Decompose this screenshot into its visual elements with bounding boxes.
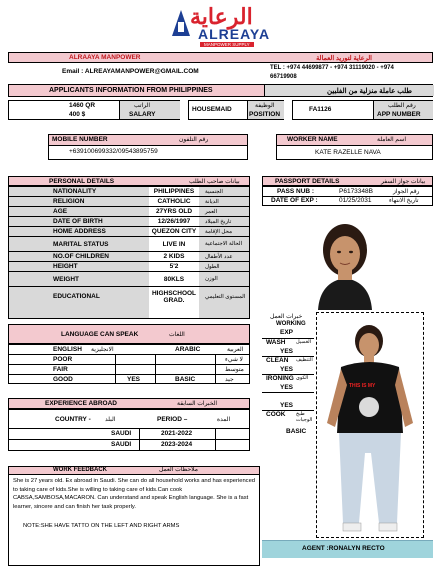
position-label: POSITION — [249, 111, 281, 118]
language-level-ar: جيد — [225, 377, 234, 383]
worker-full-photo — [316, 312, 424, 538]
app-number-ar: رقم الطلب — [388, 103, 416, 109]
personal-row-value: PHILIPPINES — [153, 188, 195, 195]
skill-row — [262, 338, 314, 356]
language-row — [9, 365, 249, 375]
personal-row-ar: الحالة الاجتماعية — [205, 241, 243, 247]
skill-ar: طبخ الوجبات — [296, 411, 313, 423]
personal-row-value: QUEZON CITY — [151, 228, 197, 235]
skill-ar: الكوي — [296, 375, 309, 381]
position-box — [188, 100, 284, 120]
language-level: FAIR — [53, 366, 68, 373]
language-table — [8, 344, 250, 384]
personal-row-ar: الديانة — [205, 198, 219, 205]
skill-label: CLEAN — [266, 357, 289, 364]
personal-row-label: RELIGION — [53, 198, 85, 205]
personal-row — [9, 217, 249, 227]
passport-table — [262, 186, 433, 206]
salary-box — [8, 100, 180, 120]
email-text: Email : ALREAYAMANPOWER@GMAIL.COM — [62, 68, 199, 75]
country-label: COUNTRY - — [55, 416, 91, 423]
personal-row-label: NO.OF CHILDREN — [53, 253, 109, 260]
personal-row — [9, 197, 249, 207]
logo-tagline: MANPOWER SUPPLY — [200, 42, 254, 47]
skill-value: YES — [280, 402, 294, 409]
shirt-print-text: THIS IS MY — [349, 383, 376, 389]
mobile-value: +639100699332/09543895759 — [69, 148, 158, 155]
personal-row-label: DATE OF BIRTH — [53, 218, 103, 225]
language-level-ar: لا شيء — [225, 357, 243, 363]
skill-label: COOK — [266, 411, 286, 418]
skill-value: YES — [280, 348, 294, 355]
period-label-ar: المدة — [217, 417, 231, 423]
app-number-box — [292, 100, 433, 120]
experience-row — [9, 429, 249, 440]
passport-expiry-label: DATE OF EXP : — [271, 197, 318, 204]
personal-row-ar: الطول — [205, 263, 220, 270]
skill-value: YES — [280, 384, 294, 391]
arabic-label: ARABIC — [175, 346, 201, 353]
skills-top-label: WORKING — [276, 321, 306, 327]
experience-period: 2023-2024 — [161, 441, 193, 448]
logo-latin: ALREAYA — [198, 26, 271, 42]
personal-row — [9, 262, 249, 272]
skills-title-ar: خبرات العمل — [270, 314, 303, 320]
personal-row-label: WEIGHT — [53, 275, 79, 283]
personal-row-label: HEIGHT — [53, 263, 78, 270]
applicants-banner — [8, 84, 433, 97]
language-header — [8, 324, 250, 344]
remarks-box — [8, 466, 260, 566]
personal-details-table — [8, 186, 250, 319]
personal-row-value: LIVE IN — [162, 240, 186, 248]
remarks-title-ar: ملاحظات العمل — [159, 467, 198, 473]
personal-row-ar: المستوى التعليمي — [205, 293, 246, 300]
language-level: GOOD — [53, 376, 73, 383]
salary-label: SALARY — [129, 111, 156, 118]
passport-expiry-value: 01/25/2031 — [339, 197, 372, 204]
arabic-label-ar: العربية — [227, 347, 244, 353]
skill-value: BASIC — [286, 428, 307, 435]
skill-row — [262, 356, 314, 374]
salary-qr: 1460 QR — [69, 102, 96, 109]
arabic-mark: BASIC — [175, 376, 196, 383]
app-number-value: FA1126 — [309, 106, 332, 113]
personal-row-label: NATIONALITY — [53, 188, 97, 195]
english-label: ENGLISH — [53, 346, 82, 353]
logo-arabic: الرعاية — [190, 4, 253, 29]
personal-row-label: EDUCATIONAL — [53, 293, 100, 300]
personal-row-ar: الجنسية — [205, 188, 223, 195]
passport-expiry-ar: تاريخ الانتهاء — [389, 198, 419, 204]
language-row — [9, 375, 249, 385]
mobile-box — [48, 134, 248, 160]
personal-row-ar: الوزن — [205, 276, 218, 282]
skill-value: YES — [280, 366, 294, 373]
personal-row-label: MARITAL STATUS — [53, 240, 109, 248]
language-row — [9, 355, 249, 365]
experience-title-ar: الخبرات السابقة — [177, 401, 218, 407]
personal-row-value: 5'2 — [169, 263, 179, 270]
company-name-en: ALRAAYA MANPOWER — [69, 54, 141, 61]
experience-country: SAUDI — [111, 430, 132, 437]
skill-row — [262, 410, 314, 436]
experience-title: EXPERIENCE ABROAD — [45, 400, 117, 407]
personal-row-label: AGE — [53, 208, 68, 215]
agent-label: AGENT :RONALYN RECTO — [302, 545, 385, 552]
company-header-bar — [8, 52, 433, 63]
personal-row-ar: تاريخ الميلاد — [205, 218, 232, 225]
worker-name-label: WORKER NAME — [287, 136, 338, 143]
company-name-ar: الرعاية لتوريد العمالة — [316, 55, 372, 62]
experience-row — [9, 440, 249, 451]
applicants-banner-ar: طلب عاملة منزلية من الفلبين — [327, 88, 412, 95]
app-number-label: APP NUMBER — [377, 111, 421, 118]
skill-ar: الغسيل — [296, 339, 312, 345]
mobile-label: MOBILE NUMBER — [52, 136, 108, 143]
language-level: POOR — [53, 356, 73, 363]
skill-label: IRONING — [266, 375, 294, 382]
skills-exp-label: EXP — [280, 329, 294, 336]
personal-row — [9, 237, 249, 252]
position-value: HOUSEMAID — [192, 106, 232, 113]
personal-row-value: 2 KIDS — [163, 253, 185, 260]
skill-ar: التنظيف — [296, 357, 313, 363]
personal-row-value: 12/26/1997 — [157, 218, 191, 225]
personal-details-title-ar: بيانات صاحب الطلب — [189, 179, 240, 185]
personal-row-value: CATHOLIC — [157, 198, 191, 205]
personal-row-ar: محل الإقامة — [205, 228, 233, 235]
language-level-ar: متوسط — [225, 367, 244, 373]
experience-header — [8, 398, 250, 409]
personal-row-ar: العمر — [205, 208, 218, 215]
remarks-note: NOTE:SHE HAVE TATTO ON THE LEFT AND RIGHT ARMS — [23, 523, 180, 529]
personal-row-value: 27YRS OLD — [155, 208, 193, 215]
skills-column — [262, 314, 314, 444]
english-label-ar: الانجليزية — [91, 347, 114, 353]
skill-label: WASH — [266, 339, 286, 346]
agent-bar — [262, 540, 433, 558]
english-mark: YES — [127, 376, 141, 383]
country-label-ar: البلد — [105, 417, 116, 423]
passport-number-value: P6173348B — [339, 188, 373, 195]
personal-details-header — [8, 176, 250, 186]
salary-usd: 400 $ — [69, 111, 86, 118]
remarks-text: She is 27 years old. Ex abroad in Saudi. She can do all household works and has experienced to taking care of kids.She is willing to taking care of kids.Can cook CABSA,SAMBOSA,MACARON. Can understand and speak English language. She is a fast learner, sincere and can finish her task properly. — [13, 478, 256, 510]
passport-title-ar: بيانات جواز السفر — [381, 179, 426, 185]
tel-text: TEL : +974 44699877 - +974 31119020 - +974 66719908 — [270, 65, 394, 80]
personal-row — [9, 187, 249, 197]
company-logo — [170, 4, 278, 48]
personal-row — [9, 272, 249, 287]
period-label: PERIOD – — [157, 416, 188, 423]
remarks-title: WORK FEEDBACK — [53, 467, 107, 473]
skill-row — [262, 374, 314, 392]
worker-name-ar: اسم العاملة — [377, 137, 406, 143]
personal-row — [9, 287, 249, 306]
worker-face-photo — [300, 210, 390, 310]
personal-row-value: HIGHSCHOOL GRAD. — [151, 289, 197, 304]
personal-row-value: 80KLS — [163, 275, 185, 283]
passport-number-label: PASS NUB : — [277, 188, 315, 195]
personal-row — [9, 227, 249, 237]
personal-row-ar: عدد الأطفال — [205, 253, 233, 260]
passport-title: PASSPORT DETAILS — [275, 178, 340, 185]
language-title: LANGUAGE CAN SPEAK — [61, 331, 139, 338]
personal-row — [9, 207, 249, 217]
personal-details-title: PERSONAL DETAILS — [49, 178, 115, 185]
worker-name-box — [276, 134, 433, 160]
position-ar: الوظيفة — [255, 103, 275, 109]
experience-table — [8, 409, 250, 451]
experience-country: SAUDI — [111, 441, 132, 448]
language-title-ar: اللغات — [169, 332, 185, 338]
worker-name-value: KATE RAZELLE NAVA — [315, 149, 381, 156]
passport-number-ar: رقم الجواز — [393, 189, 420, 195]
mobile-ar: رقم التلفون — [179, 137, 209, 143]
salary-ar: الراتب — [134, 103, 151, 109]
passport-header — [262, 176, 433, 186]
applicants-banner-label: APPLICANTS INFORMATION FROM PHILIPPINES — [49, 87, 213, 94]
personal-row-label: HOME ADDRESS — [53, 228, 106, 235]
skill-row — [262, 392, 314, 410]
experience-period: 2021-2022 — [161, 430, 193, 437]
personal-row — [9, 252, 249, 262]
